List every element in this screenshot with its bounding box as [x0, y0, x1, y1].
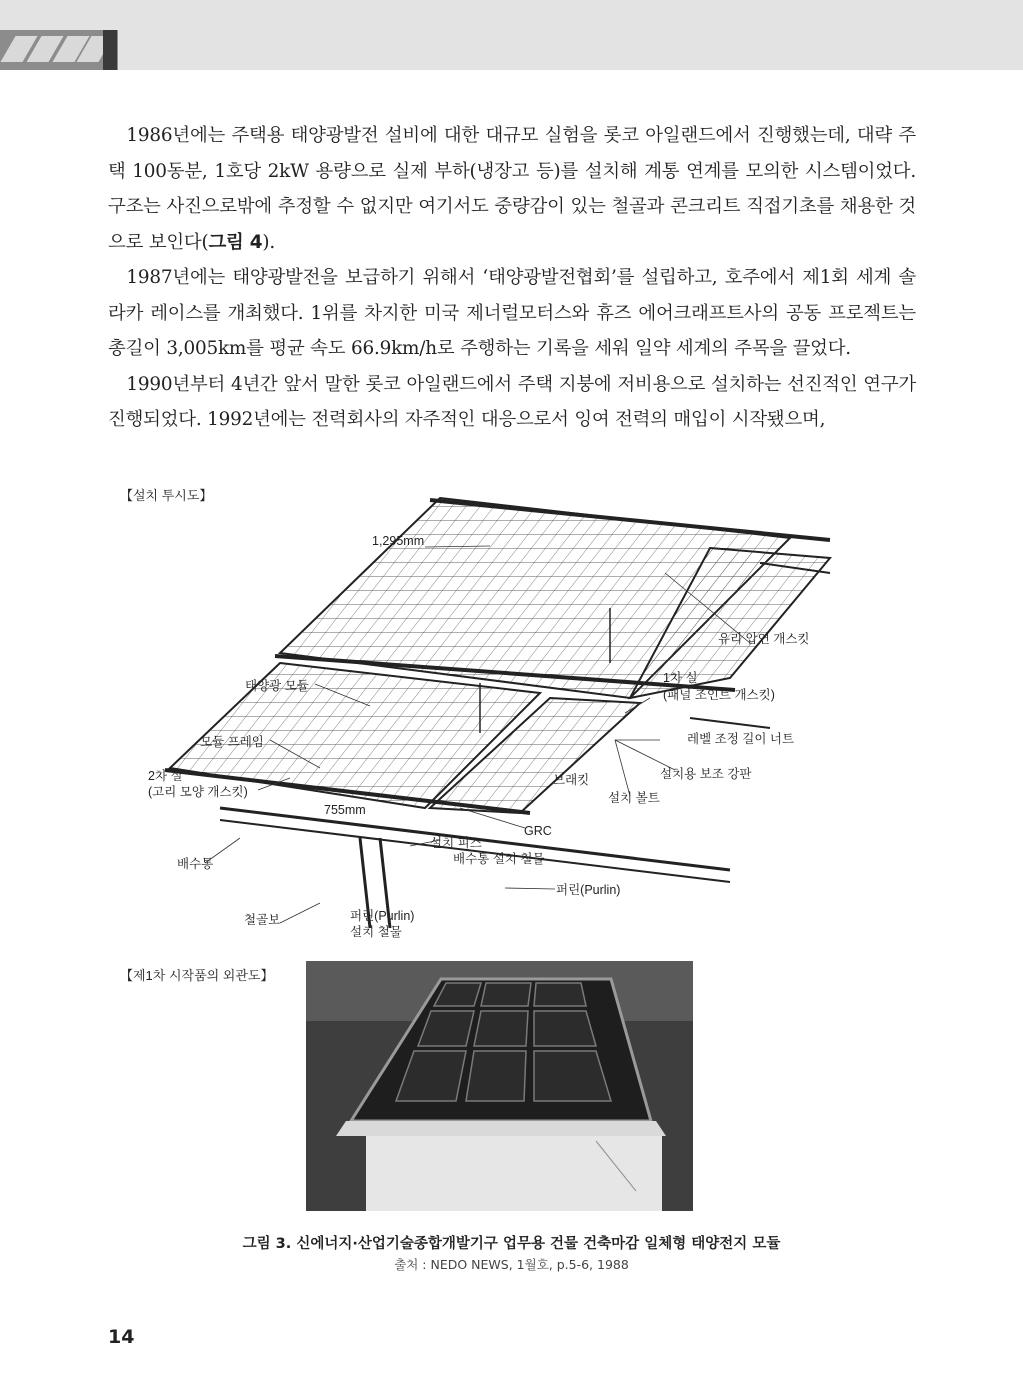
label-secondary-seal: 2차 실: [148, 769, 183, 783]
figure-source: 출처 : NEDO NEWS, 1월호, p.5-6, 1988: [394, 1257, 629, 1272]
label-bracket: 브래킷: [553, 773, 590, 787]
label-purlin: 퍼린(Purlin): [556, 883, 621, 897]
label-mount-bolt: 설치 볼트: [608, 791, 660, 805]
prototype-photo: [306, 961, 693, 1211]
label-screw: 설치 피스: [430, 836, 482, 850]
label-dim-top: 1,295mm: [372, 534, 425, 548]
diagram-title: 【설치 투시도】: [120, 488, 213, 503]
label-level-nut: 레벨 조정 길이 너트: [687, 732, 795, 746]
figure-caption: 그림 3. 신에너지·산업기술종합개발기구 업무용 건물 건축마감 일체형 태양전지 모듈: [242, 1236, 781, 1252]
header-bar: [0, 0, 1023, 70]
label-primary-seal: 1차 실: [663, 671, 698, 685]
header-marker: [103, 30, 117, 70]
label-gutter: 배수통: [177, 857, 214, 871]
label-steel-beam: 철골보: [244, 913, 281, 927]
label-primary-seal-detail: (패널 조인트 개스킷): [663, 688, 775, 702]
figure-reference[interactable]: 그림 4: [208, 231, 263, 253]
label-dim-bottom: 755mm: [324, 803, 366, 817]
label-gutter-hardware: 배수통 설치 철물: [453, 852, 545, 866]
label-solar-module: 태양광 모듈: [245, 679, 309, 693]
paragraph: 1987년에는 태양광발전을 보급하기 위해서 ‘태양광발전협회’를 설립하고, 호주에서 제1회 세계 솔라카 레이스를 개최했다. 1위를 차지한 미국 제너럴모터스와 휴즈 에어크래프트사의 공동 프로젝트는 총길이 3,005km를 평균 속도 66.9km/h로 주행하는 기록을 세워 일약 세계의 주목을 끌었다.: [108, 267, 916, 359]
label-purlin-hardware: 퍼린(Purlin): [350, 909, 415, 923]
label-secondary-seal-detail: (고리 모양 개스킷): [148, 785, 248, 799]
header-thumbnail-image: [0, 30, 118, 70]
label-purlin-hardware-sub: 설치 철물: [350, 925, 402, 939]
label-mount-plate: 설치용 보조 강판: [660, 767, 752, 781]
photo-title: 【제1차 시작품의 외관도】: [120, 968, 274, 983]
paragraph: 1990년부터 4년간 앞서 말한 롯코 아일랜드에서 주택 지붕에 저비용으로 설치하는 선진적인 연구가 진행되었다. 1992년에는 전력회사의 자주적인 대응으로서 잉여 전력의 매입이 시작됐으며,: [108, 373, 916, 430]
label-module-frame: 모듈 프레임: [200, 735, 264, 749]
paragraph: 1986년에는 주택용 태양광발전 설비에 대한 대규모 실험을 롯코 아일랜드에서 진행했는데, 대략 주택 100동분, 1호당 2kW 용량으로 실제 부하(냉장고 등)를 설치해 계통 연계를 모의한 시스템이었다. 구조는 사진으로밖에 추정할 수 없지만 여기서도 중량감이 있는 철골과 콘크리트 직접기초를 채용한 것으로 보인다(그림 4).: [108, 125, 916, 253]
label-glass-gasket: 유리 압연 개스킷: [718, 632, 810, 646]
page-number: 14: [108, 1326, 135, 1348]
installation-diagram: [110, 478, 930, 948]
module-array: [165, 498, 830, 813]
label-grc: GRC: [524, 824, 552, 838]
body-text: [108, 118, 916, 438]
